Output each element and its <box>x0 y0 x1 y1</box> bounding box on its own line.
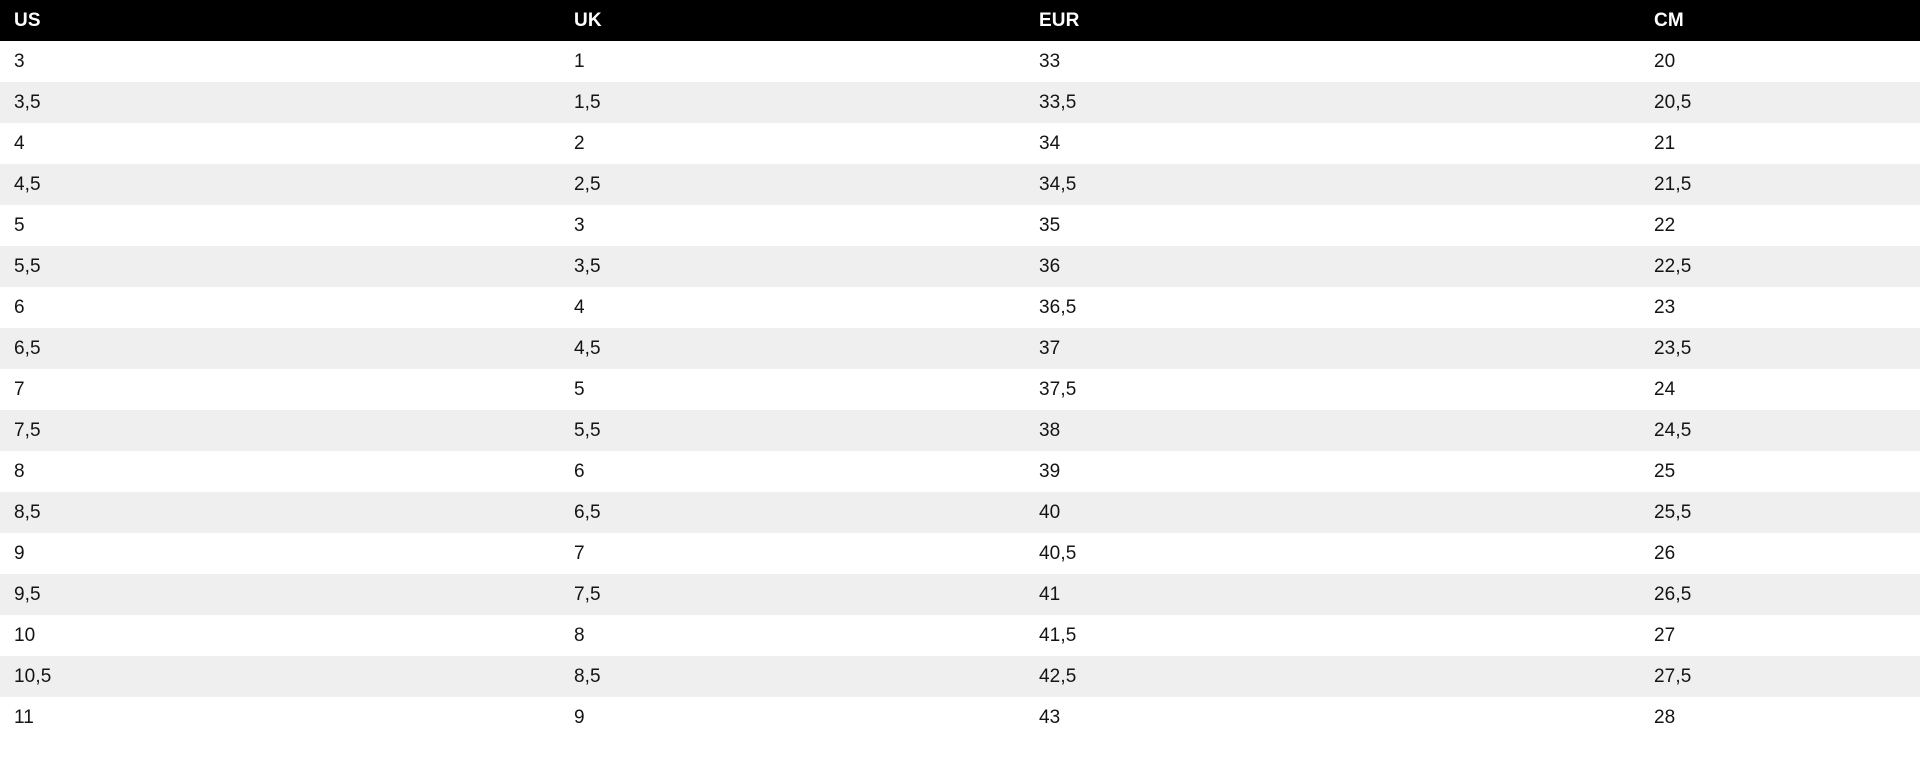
table-row <box>0 164 1920 205</box>
cell-cm: 22 <box>1640 205 1920 246</box>
cell-us: 6,5 <box>0 328 560 369</box>
cell-uk: 8 <box>560 615 1025 656</box>
cell-uk: 2 <box>560 123 1025 164</box>
cell-uk: 4 <box>560 287 1025 328</box>
cell-uk: 1 <box>560 41 1025 82</box>
cell-us: 10,5 <box>0 656 560 697</box>
table-body <box>0 41 1920 738</box>
column-header-cm: CM <box>1640 0 1920 41</box>
cell-us: 9 <box>0 533 560 574</box>
table-header <box>0 0 1920 41</box>
cell-cm: 24,5 <box>1640 410 1920 451</box>
column-header-uk: UK <box>560 0 1025 41</box>
cell-cm: 21 <box>1640 123 1920 164</box>
table-row <box>0 656 1920 697</box>
cell-uk: 5,5 <box>560 410 1025 451</box>
cell-us: 10 <box>0 615 560 656</box>
table-row <box>0 533 1920 574</box>
table-row <box>0 82 1920 123</box>
table-row <box>0 41 1920 82</box>
cell-eur: 41 <box>1025 574 1640 615</box>
cell-us: 8,5 <box>0 492 560 533</box>
cell-us: 6 <box>0 287 560 328</box>
table-row <box>0 574 1920 615</box>
cell-cm: 26 <box>1640 533 1920 574</box>
table-row <box>0 492 1920 533</box>
cell-cm: 24 <box>1640 369 1920 410</box>
cell-eur: 40,5 <box>1025 533 1640 574</box>
cell-us: 11 <box>0 697 560 738</box>
table-row <box>0 369 1920 410</box>
cell-eur: 43 <box>1025 697 1640 738</box>
table-row <box>0 410 1920 451</box>
cell-us: 5,5 <box>0 246 560 287</box>
table-row <box>0 328 1920 369</box>
cell-eur: 33,5 <box>1025 82 1640 123</box>
table-row <box>0 287 1920 328</box>
table-row <box>0 246 1920 287</box>
cell-cm: 27,5 <box>1640 656 1920 697</box>
cell-cm: 25 <box>1640 451 1920 492</box>
table-row <box>0 615 1920 656</box>
cell-cm: 22,5 <box>1640 246 1920 287</box>
cell-uk: 4,5 <box>560 328 1025 369</box>
cell-eur: 41,5 <box>1025 615 1640 656</box>
cell-us: 4,5 <box>0 164 560 205</box>
cell-cm: 27 <box>1640 615 1920 656</box>
cell-us: 3,5 <box>0 82 560 123</box>
cell-eur: 42,5 <box>1025 656 1640 697</box>
cell-cm: 21,5 <box>1640 164 1920 205</box>
cell-eur: 34 <box>1025 123 1640 164</box>
cell-eur: 37,5 <box>1025 369 1640 410</box>
column-header-us: US <box>0 0 560 41</box>
cell-eur: 39 <box>1025 451 1640 492</box>
cell-eur: 36 <box>1025 246 1640 287</box>
cell-us: 4 <box>0 123 560 164</box>
cell-eur: 40 <box>1025 492 1640 533</box>
cell-us: 7,5 <box>0 410 560 451</box>
cell-us: 7 <box>0 369 560 410</box>
cell-uk: 7,5 <box>560 574 1025 615</box>
table-row <box>0 123 1920 164</box>
cell-us: 5 <box>0 205 560 246</box>
table-row <box>0 205 1920 246</box>
column-header-eur: EUR <box>1025 0 1640 41</box>
cell-eur: 36,5 <box>1025 287 1640 328</box>
table-row <box>0 697 1920 738</box>
table-row <box>0 451 1920 492</box>
cell-uk: 1,5 <box>560 82 1025 123</box>
cell-cm: 20,5 <box>1640 82 1920 123</box>
cell-us: 8 <box>0 451 560 492</box>
cell-uk: 3,5 <box>560 246 1025 287</box>
cell-us: 9,5 <box>0 574 560 615</box>
cell-uk: 7 <box>560 533 1025 574</box>
cell-cm: 23,5 <box>1640 328 1920 369</box>
cell-uk: 2,5 <box>560 164 1025 205</box>
cell-eur: 38 <box>1025 410 1640 451</box>
cell-cm: 28 <box>1640 697 1920 738</box>
cell-eur: 34,5 <box>1025 164 1640 205</box>
cell-cm: 26,5 <box>1640 574 1920 615</box>
cell-uk: 6,5 <box>560 492 1025 533</box>
cell-cm: 20 <box>1640 41 1920 82</box>
cell-eur: 33 <box>1025 41 1640 82</box>
table-header-row <box>0 0 1920 41</box>
cell-uk: 9 <box>560 697 1025 738</box>
cell-uk: 3 <box>560 205 1025 246</box>
cell-uk: 5 <box>560 369 1025 410</box>
cell-cm: 23 <box>1640 287 1920 328</box>
cell-us: 3 <box>0 41 560 82</box>
cell-eur: 35 <box>1025 205 1640 246</box>
cell-cm: 25,5 <box>1640 492 1920 533</box>
cell-uk: 8,5 <box>560 656 1025 697</box>
cell-uk: 6 <box>560 451 1025 492</box>
cell-eur: 37 <box>1025 328 1640 369</box>
